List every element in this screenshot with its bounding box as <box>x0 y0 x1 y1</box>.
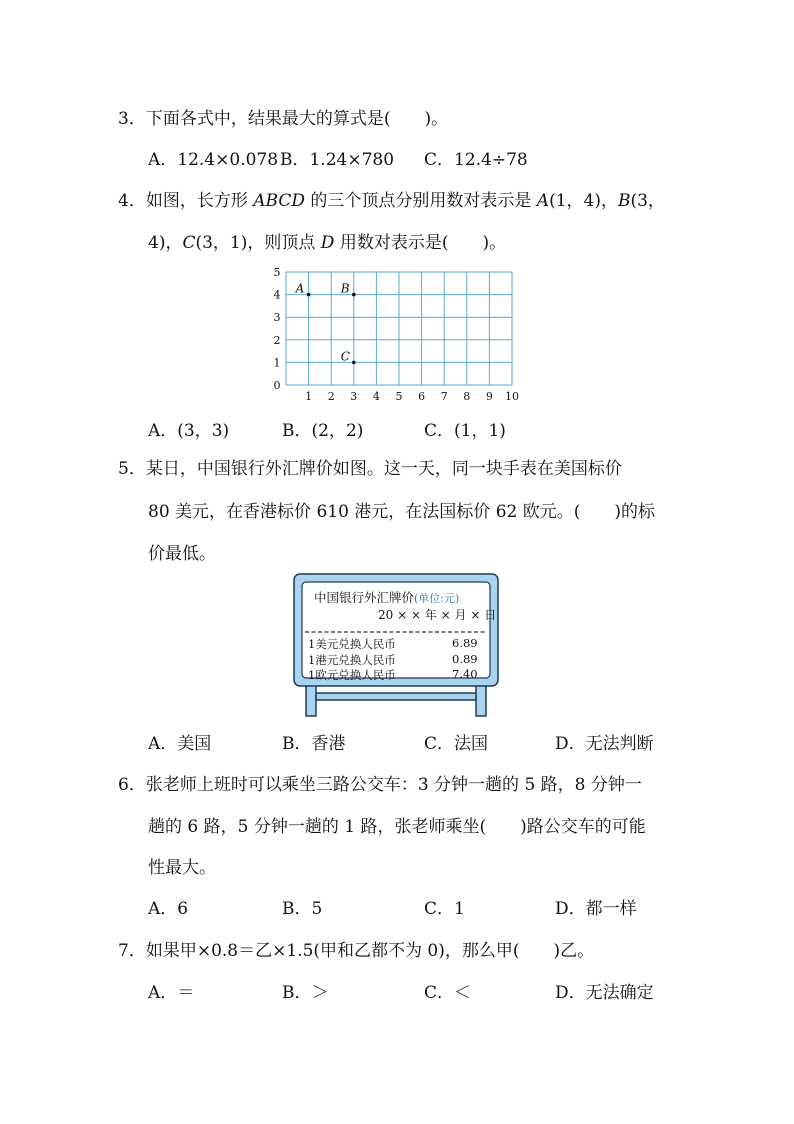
grid-point-label: B <box>340 281 350 296</box>
question-text: 如果甲×0.8＝乙×1.5(甲和乙都不为 0)，那么甲( )乙。 <box>145 941 595 961</box>
point-label: D <box>320 233 335 253</box>
option-b[interactable]: B．5 <box>282 899 323 919</box>
coordinate-grid <box>268 268 524 404</box>
y-tick-label: 1 <box>273 356 281 370</box>
x-tick-label: 9 <box>485 390 493 403</box>
option-d[interactable]: D．无法判断 <box>555 734 654 754</box>
question-6 <box>118 774 642 796</box>
board-date: 20 × × 年 × 月 × 日 <box>378 608 497 622</box>
rate-row-label: 1欧元兑换人民币 <box>308 668 396 682</box>
question-text: (3，1)，则顶点 <box>195 233 321 253</box>
rate-row-value: 0.89 <box>452 652 478 666</box>
question-number: 6． <box>118 775 146 795</box>
question-3 <box>118 108 448 130</box>
question-5-line-2: 80 美元，在香港标价 610 港元，在法国标价 62 欧元。( )的标 <box>148 502 655 522</box>
question-text: 4)， <box>148 233 183 253</box>
rate-row-label: 1美元兑换人民币 <box>308 637 396 651</box>
option-d[interactable]: D．无法确定 <box>555 983 654 1003</box>
board-unit: (单位:元) <box>414 592 460 605</box>
x-tick-label: 3 <box>350 390 358 403</box>
question-text: 下面各式中，结果最大的算式是( )。 <box>145 109 449 129</box>
option-b[interactable]: B．(2，2) <box>282 421 364 441</box>
question-number: 7． <box>118 941 146 961</box>
x-tick-label: 2 <box>327 390 335 403</box>
y-tick-label: 5 <box>273 268 281 279</box>
question-6-line-2: 趟的 6 路，5 分钟一趟的 1 路，张老师乘坐( )路公交车的可能 <box>148 817 646 837</box>
rate-row-value: 7.40 <box>452 667 478 681</box>
y-tick-label: 2 <box>273 333 281 347</box>
y-tick-label: 0 <box>273 379 281 392</box>
option-b[interactable]: B．＞ <box>282 983 329 1003</box>
grid-point-label: C <box>340 349 350 364</box>
grid-point-label: A <box>295 281 305 296</box>
question-number: 5． <box>118 459 146 479</box>
question-number: 3． <box>118 109 146 129</box>
board-crossbar <box>316 693 476 700</box>
question-6-line-3: 性最大。 <box>148 858 216 878</box>
question-text: (1，4)， <box>549 191 618 211</box>
grid-point-c <box>352 361 356 365</box>
x-tick-label: 1 <box>305 390 313 403</box>
option-a[interactable]: A．6 <box>148 899 189 919</box>
x-tick-label: 4 <box>372 390 380 403</box>
grid-point-b <box>352 293 356 297</box>
question-number: 4． <box>118 191 146 211</box>
question-4-continued <box>148 232 506 254</box>
point-label: A <box>536 191 550 211</box>
question-text: 的三个顶点分别用数对表示是 <box>304 191 537 211</box>
rate-row-value: 6.89 <box>452 636 478 650</box>
question-4 <box>118 190 665 212</box>
question-text: 张老师上班时可以乘坐三路公交车：3 分钟一趟的 5 路，8 分钟一 <box>145 775 642 795</box>
x-tick-label: 5 <box>395 390 403 403</box>
question-5 <box>118 458 622 480</box>
option-a[interactable]: A．＝ <box>148 983 195 1003</box>
x-tick-label: 7 <box>440 390 448 403</box>
option-b[interactable]: B．香港 <box>282 734 346 754</box>
question-text: 如图，长方形 <box>145 191 254 211</box>
question-5-line-3: 价最低。 <box>148 544 216 564</box>
option-c[interactable]: C．＜ <box>424 983 472 1003</box>
option-a[interactable]: A．美国 <box>148 734 212 754</box>
point-label: B <box>617 191 631 211</box>
question-text: 用数对表示是( )。 <box>334 233 507 253</box>
option-d[interactable]: D．都一样 <box>555 899 637 919</box>
option-a[interactable]: A．(3，3) <box>148 421 230 441</box>
question-text: 某日，中国银行外汇牌价如图。这一天，同一块手表在美国标价 <box>145 459 622 479</box>
x-tick-label: 6 <box>418 390 426 403</box>
rate-row-label: 1港元兑换人民币 <box>308 653 396 667</box>
option-c[interactable]: C．(1，1) <box>424 421 506 441</box>
option-c[interactable]: C．法国 <box>424 734 489 754</box>
x-tick-label: 8 <box>463 390 471 403</box>
rect-name: ABCD <box>253 191 305 211</box>
x-tick-label: 10 <box>505 390 519 403</box>
grid-point-a <box>307 293 311 297</box>
option-c[interactable]: C．1 <box>424 899 465 919</box>
y-tick-label: 4 <box>273 288 281 302</box>
board-title: 中国银行外汇牌价(单位:元) <box>314 590 460 605</box>
y-tick-label: 3 <box>273 311 281 325</box>
option-c[interactable]: C．12.4÷78 <box>424 150 528 170</box>
question-text: (3， <box>630 191 665 211</box>
question-7 <box>118 940 594 962</box>
option-a[interactable]: A．12.4×0.078 <box>148 150 279 170</box>
option-b[interactable]: B．1.24×780 <box>280 150 395 170</box>
point-label: C <box>182 233 196 253</box>
